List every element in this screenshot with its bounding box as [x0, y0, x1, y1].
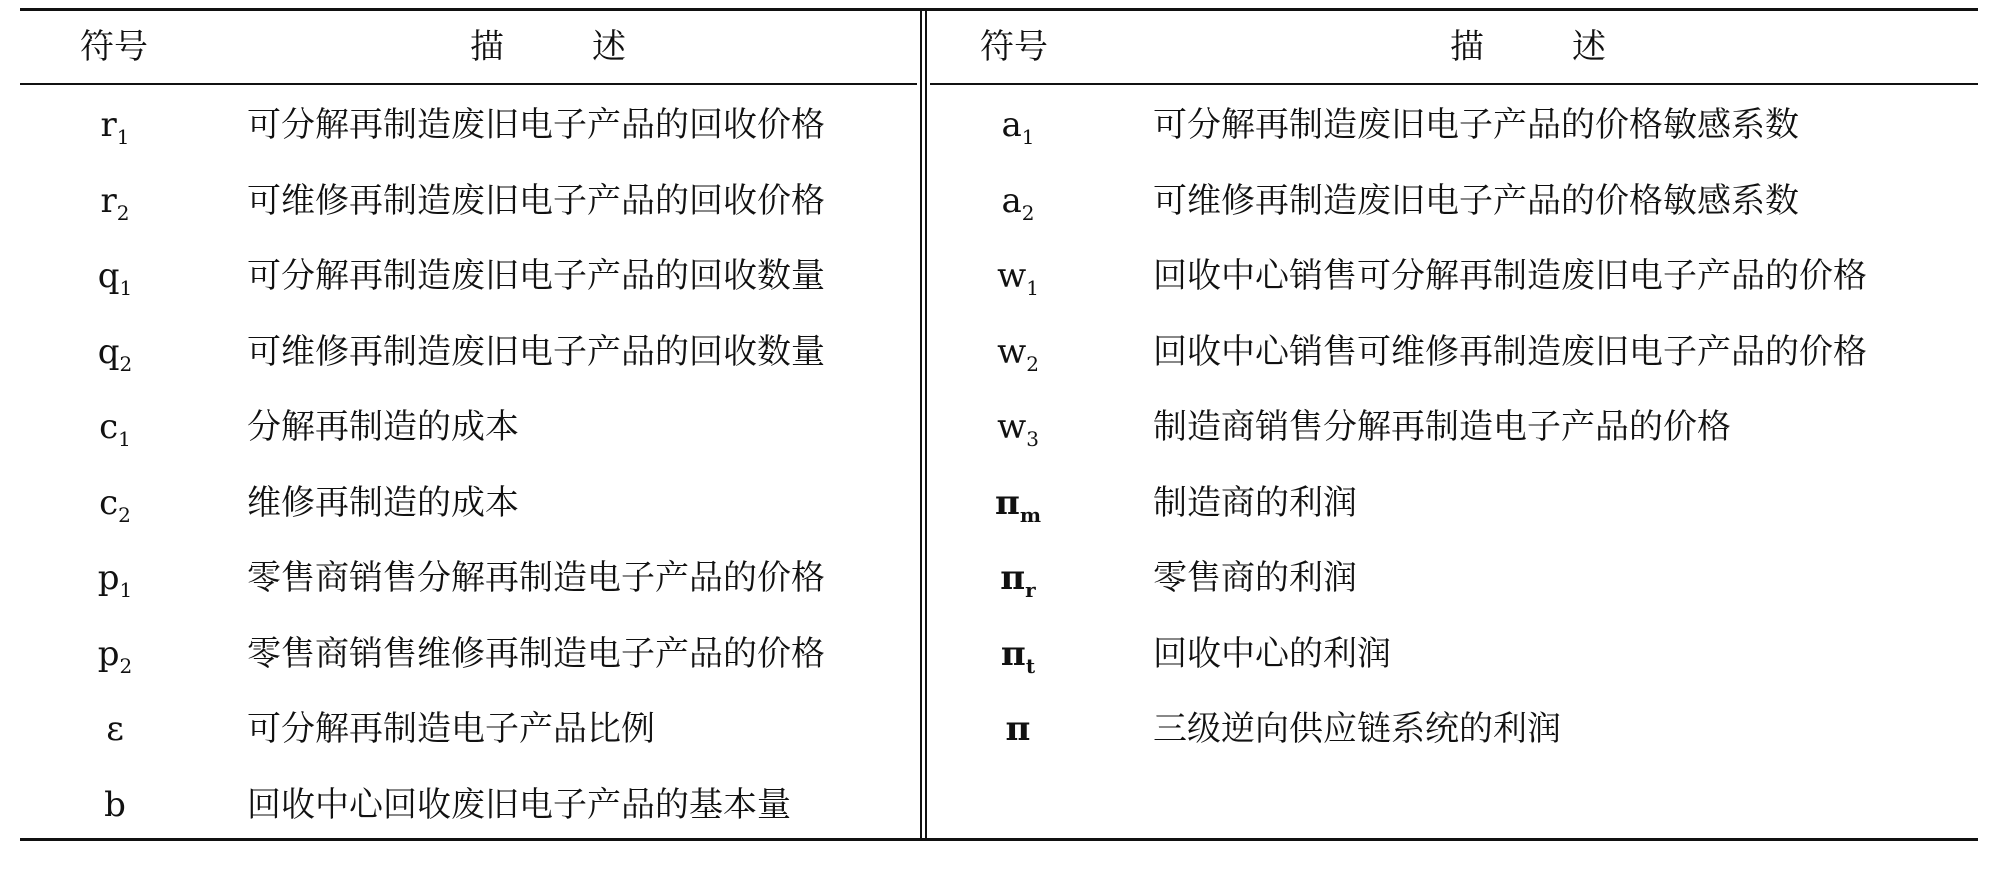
symbol-subscript: 2: [1026, 352, 1039, 376]
header-rule-right: [930, 83, 1978, 85]
symbol-cell: [55, 407, 175, 451]
symbol-base: a: [1001, 181, 1022, 221]
header-rule-left: [20, 83, 917, 85]
symbol-base: π: [1000, 558, 1026, 598]
symbol-base: π: [994, 483, 1020, 523]
symbol-cell: [55, 634, 175, 678]
symbol-cell: [55, 105, 175, 149]
column-divider: [925, 8, 927, 841]
table-bottom-rule: [20, 838, 1978, 841]
symbol-cell: [958, 105, 1078, 149]
symbol-subscript: r: [1025, 578, 1036, 602]
symbol-subscript: 1: [116, 125, 130, 149]
symbol-base: q: [97, 256, 120, 296]
description-cell: 可分解再制造电子产品比例: [247, 709, 655, 749]
symbol-base: ε: [106, 709, 124, 749]
symbol-cell: [958, 558, 1078, 602]
symbol-subscript: 2: [118, 503, 131, 527]
symbol-subscript: 2: [1021, 201, 1035, 225]
description-cell: 可维修再制造废旧电子产品的价格敏感系数: [1153, 181, 1799, 221]
symbol-base: p: [97, 558, 120, 598]
description-cell: 可维修再制造废旧电子产品的回收价格: [247, 181, 825, 221]
description-cell: 零售商的利润: [1153, 558, 1357, 598]
description-cell: 维修再制造的成本: [247, 483, 519, 523]
header-symbol-right: 符号: [980, 27, 1048, 67]
symbol-cell: [958, 483, 1078, 527]
symbol-subscript: 1: [118, 427, 131, 451]
symbol-base: r: [100, 181, 117, 221]
column-divider: [920, 8, 922, 841]
description-cell: 可分解再制造废旧电子产品的回收数量: [247, 256, 825, 296]
table-top-rule: [20, 8, 1978, 11]
symbol-subscript: t: [1025, 654, 1036, 678]
symbol-base: c: [99, 407, 119, 447]
symbol-cell: [55, 256, 175, 300]
description-cell: 零售商销售分解再制造电子产品的价格: [247, 558, 825, 598]
symbol-cell: [55, 483, 175, 527]
symbol-subscript: 1: [1026, 276, 1039, 300]
symbol-base: q: [97, 332, 120, 372]
symbol-cell: [55, 332, 175, 376]
description-cell: 回收中心销售可维修再制造废旧电子产品的价格: [1153, 332, 1867, 372]
description-cell: 零售商销售维修再制造电子产品的价格: [247, 634, 825, 674]
symbol-subscript: 1: [119, 578, 133, 602]
symbol-cell: [958, 407, 1078, 451]
symbol-base: p: [97, 634, 120, 674]
symbol-subscript: 2: [116, 201, 130, 225]
symbol-base: w: [997, 256, 1027, 296]
description-cell: 制造商销售分解再制造电子产品的价格: [1153, 407, 1731, 447]
description-cell: 制造商的利润: [1153, 483, 1357, 523]
description-cell: 回收中心的利润: [1153, 634, 1391, 674]
header-symbol-left: 符号: [80, 27, 148, 67]
symbol-subscript: 2: [119, 352, 133, 376]
symbol-base: w: [997, 332, 1027, 372]
description-cell: 回收中心销售可分解再制造废旧电子产品的价格: [1153, 256, 1867, 296]
symbol-base: r: [100, 105, 117, 145]
symbol-base: π: [1005, 709, 1031, 749]
description-cell: 可维修再制造废旧电子产品的回收数量: [247, 332, 825, 372]
symbol-base: b: [104, 785, 126, 825]
symbol-base: c: [99, 483, 119, 523]
symbol-subscript: m: [1019, 503, 1042, 527]
header-description-left: 描述: [470, 27, 714, 67]
symbol-cell: [958, 181, 1078, 225]
description-cell: 三级逆向供应链系统的利润: [1153, 709, 1561, 749]
symbol-cell: [55, 709, 175, 749]
symbol-cell: [55, 181, 175, 225]
description-cell: 可分解再制造废旧电子产品的回收价格: [247, 105, 825, 145]
description-cell: 可分解再制造废旧电子产品的价格敏感系数: [1153, 105, 1799, 145]
symbol-base: π: [1000, 634, 1026, 674]
description-cell: 分解再制造的成本: [247, 407, 519, 447]
symbol-cell: [55, 785, 175, 825]
symbol-cell: [958, 709, 1078, 749]
description-cell: 回收中心回收废旧电子产品的基本量: [247, 785, 791, 825]
symbol-base: w: [997, 407, 1027, 447]
symbol-cell: [958, 332, 1078, 376]
symbol-subscript: 2: [119, 654, 133, 678]
symbol-cell: [958, 634, 1078, 678]
symbol-cell: [55, 558, 175, 602]
symbol-subscript: 1: [119, 276, 133, 300]
symbol-subscript: 1: [1021, 125, 1035, 149]
symbol-cell: [958, 256, 1078, 300]
symbol-subscript: 3: [1026, 427, 1039, 451]
symbol-base: a: [1001, 105, 1022, 145]
header-description-right: 描述: [1450, 27, 1694, 67]
